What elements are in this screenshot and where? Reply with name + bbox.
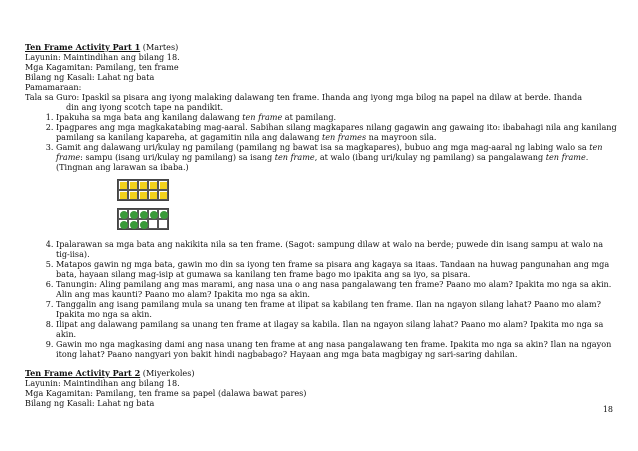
teacher-note-line-1: Tala sa Guro: Ipaskil sa pisara ang iyong malaking dalawang ten frame. Ihanda ang iyong mga bilog na papel na dilaw at berde. Ihanda	[25, 92, 583, 102]
step-9: 9. Gawin mo nga magkasing dami ang nasa unang ten frame at ang nasa pangalawang ten frame. Ipakita mo nga sa akin? Ilan na ngayon itong lahat? Paano nangyari yon bakit hindi nagbabago? Hayaan ang mga bata magbigay ng sari-saring dahilan.	[56, 339, 617, 359]
yellow-counter	[148, 180, 158, 190]
green-counter	[128, 209, 138, 219]
step-7: 7. Tanggalin ang isang pamilang mula sa unang ten frame at ilipat sa kabilang ten frame. Ilan na ngayon silang lahat? Paano mo alam? Ipakita mo nga sa akin.	[56, 299, 617, 319]
yellow-counter	[148, 190, 158, 200]
part1-participants: Bilang ng Kasali: Lahat ng bata	[25, 72, 155, 82]
part1-materials: Mga Kagamitan: Pamilang, ten frame	[25, 62, 179, 72]
yellow-counter	[128, 180, 138, 190]
step-3-text-c: , at walo (ibang uri/kulay ng pamilang) sa pangalawang	[314, 152, 546, 162]
teacher-note-line-2: din ang iyong scotch tape na pandikit.	[66, 102, 224, 112]
ten-frame-yellow	[117, 179, 169, 201]
yellow-counter	[158, 190, 168, 200]
step-3-text-d: . (Tingnan ang larawan sa ibaba.)	[56, 152, 589, 172]
green-counter	[138, 219, 148, 229]
step-8: 8. Ilipat ang dalawang pamilang sa unang ten frame at ilagay sa kabila. Ilan na ngayon silang lahat? Paano mo alam? Ipakita mo nga sa akin.	[56, 319, 617, 339]
step-5: 5. Matapos gawin ng mga bata, gawin mo din sa iyong ten frame sa pisara ang kagaya sa itaas. Tandaan na huwag pangunahan ang mga bata, hayaan silang mag-isip at gumawa sa kanilang ten frame bago mo ipakita ang sa iyo, sa pisara.	[56, 259, 617, 279]
step-1-text: Ipakuha sa mga bata ang kanilang dalawang	[56, 112, 243, 122]
steps-list-a	[25, 112, 617, 172]
green-counter	[158, 209, 168, 219]
part1-objective: Layunin: Maintindihan ang bilang 18.	[25, 52, 180, 62]
step-3-italic-b: ten frame	[274, 152, 315, 162]
yellow-counter	[158, 180, 168, 190]
part2-day: (Miyerkoles)	[140, 368, 195, 378]
step-3-italic-a: ten frame	[56, 142, 603, 162]
step-3-text-b: : sampu (isang uri/kulay ng pamilang) sa isang	[80, 152, 275, 162]
steps-list-b	[25, 239, 617, 359]
yellow-counter	[118, 190, 128, 200]
page-number: 18	[602, 405, 613, 414]
yellow-counter	[138, 180, 148, 190]
green-counter	[128, 219, 138, 229]
part2-heading-line	[25, 368, 617, 378]
part1-procedure-label: Pamamaraan:	[25, 82, 82, 92]
step-2-text-end: na mayroon sila.	[366, 132, 437, 142]
yellow-counter	[118, 180, 128, 190]
step-1-italic: ten frame	[242, 112, 283, 122]
ten-frame-empty-cell	[158, 219, 168, 229]
step-2-text: Ipagpares ang mga magkakatabing mag-aaral. Sabihan silang magkapares nilang gagawin ang gawaing ito: ibabahagi nila ang kanilang pamilang sa kanilang kapareha, at gagamitin nila ang dalawang	[56, 122, 617, 142]
ten-frame-green	[117, 208, 169, 230]
yellow-counter	[138, 190, 148, 200]
ten-frame-empty-cell	[148, 219, 158, 229]
green-counter	[148, 209, 158, 219]
part1-heading-line	[25, 42, 617, 52]
green-counter	[138, 209, 148, 219]
step-2	[56, 122, 617, 142]
step-1	[56, 112, 617, 122]
part1-heading: Ten Frame Activity Part 1	[25, 42, 141, 52]
yellow-counter	[128, 190, 138, 200]
step-6: 6. Tanungin: Aling pamilang ang mas marami, ang nasa una o ang nasa pangalawang ten frame? Paano mo alam? Ipakita mo nga sa akin. Alin ang mas kaunti? Paano mo alam? Ipakita mo nga sa akin.	[56, 279, 617, 299]
green-counter	[118, 209, 128, 219]
step-3-italic-c: ten frame	[545, 152, 586, 162]
part2-materials: Mga Kagamitan: Pamilang, ten frame sa papel (dalawa bawat pares)	[25, 388, 307, 398]
ten-frame-figure	[25, 179, 617, 234]
step-4: 4. Ipalarawan sa mga bata ang nakikita nila sa ten frame. (Sagot: sampung dilaw at walo na berde; puwede din isang sampu at walo na tig-iisa).	[56, 239, 617, 259]
step-3-text-a: Gamit ang dalawang uri/kulay ng pamilang (pamilang ng bawat isa sa magkapares), bubuo ang mga mag-aaral ng labing walo sa	[56, 142, 590, 152]
green-counter	[118, 219, 128, 229]
step-3	[56, 142, 617, 172]
part2-participants: Bilang ng Kasali: Lahat ng bata	[25, 398, 155, 408]
step-2-italic: ten frames	[321, 132, 367, 142]
page-content	[25, 42, 617, 408]
part2-objective: Layunin: Maintindihan ang bilang 18.	[25, 378, 180, 388]
step-1-text-end: at pamilang.	[282, 112, 337, 122]
part2-heading: Ten Frame Activity Part 2	[25, 368, 141, 378]
part1-day: (Martes)	[140, 42, 179, 52]
